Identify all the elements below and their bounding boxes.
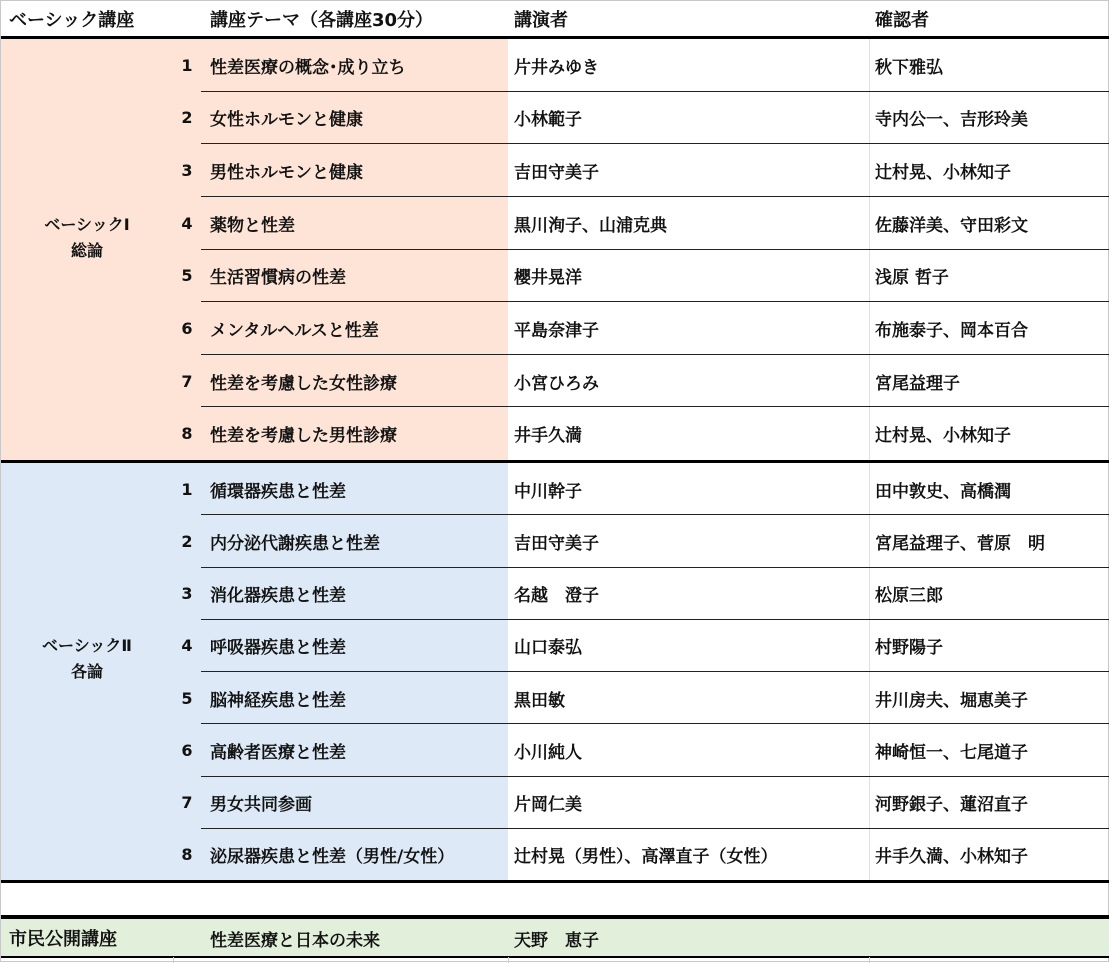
row-checker: 神崎恒一、七尾道子 [875, 742, 1028, 763]
row-theme: 女性ホルモンと健康 [210, 110, 363, 131]
table-row [1, 620, 1109, 672]
section-bottom-border [1, 880, 1109, 883]
row-speaker: 山口泰弘 [514, 638, 582, 659]
basic1-label-line2: 総論 [70, 241, 103, 260]
row-speaker: 櫻井晃洋 [514, 268, 582, 289]
row-theme: 内分泌代謝疾患と性差 [210, 533, 380, 554]
row-checker: 村野陽子 [875, 638, 943, 659]
table-row [1, 672, 1109, 724]
basic2-label-line1: ベーシックⅡ [42, 636, 132, 655]
row-theme: 呼吸器疾患と性差 [210, 638, 346, 659]
row-theme: 薬物と性差 [210, 215, 295, 236]
row-speaker: 小川純人 [514, 742, 582, 763]
row-number: 1 [181, 55, 193, 75]
table-row [1, 407, 1109, 460]
table-header [1, 1, 1109, 39]
header-speaker: 講演者 [514, 9, 568, 31]
table-row [1, 197, 1109, 250]
footer-bottom-border [1, 956, 1109, 958]
row-theme: 泌尿器疾患と性差（男性/女性） [210, 847, 455, 868]
basic2-section [1, 463, 1109, 881]
column-divider [508, 957, 509, 963]
row-theme: 高齢者医療と性差 [210, 742, 346, 763]
table-row [1, 829, 1109, 881]
basic1-label-line1: ベーシックⅠ [44, 215, 130, 234]
row-checker: 宮尾益理子、菅原 明 [875, 533, 1045, 554]
row-number: 2 [181, 531, 193, 551]
row-number: 2 [181, 108, 193, 128]
row-number: 5 [181, 266, 193, 286]
row-number: 4 [181, 636, 193, 656]
row-checker: 井川房夫、堀恵美子 [875, 690, 1028, 711]
table-row [1, 777, 1109, 829]
row-number: 8 [181, 845, 193, 865]
row-speaker: 中川幹子 [514, 481, 582, 502]
row-checker: 浅原 哲子 [875, 268, 949, 289]
row-speaker: 黒田敏 [514, 690, 565, 711]
table-row [1, 302, 1109, 355]
row-theme: 生活習慣病の性差 [210, 268, 346, 289]
row-theme: 性差医療の概念･成り立ち [210, 57, 406, 78]
row-number: 8 [181, 424, 193, 444]
table-row [1, 39, 1109, 92]
row-speaker: 吉田守美子 [514, 533, 599, 554]
row-checker: 寺内公一、吉形玲美 [875, 110, 1028, 131]
basic2-label-line2: 各論 [70, 662, 103, 681]
row-speaker: 小宮ひろみ [514, 373, 599, 394]
row-number: 7 [181, 371, 193, 391]
footer-speaker: 天野 恵子 [514, 930, 599, 951]
row-checker: 田中敦史、高橋潤 [875, 481, 1011, 502]
row-checker: 秋下雅弘 [875, 57, 943, 78]
row-theme: 性差を考慮した女性診療 [210, 373, 397, 394]
row-speaker: 井手久満 [514, 426, 582, 447]
row-speaker: 吉田守美子 [514, 163, 599, 184]
row-speaker: 小林範子 [514, 110, 582, 131]
table-row [1, 568, 1109, 620]
row-theme: 性差を考慮した男性診療 [210, 426, 397, 447]
row-number: 6 [181, 740, 193, 760]
header-course: ベーシック講座 [9, 9, 135, 31]
table-row [1, 250, 1109, 303]
row-theme: 男女共同参画 [210, 795, 312, 816]
row-number: 3 [181, 161, 193, 181]
column-divider [173, 957, 174, 963]
row-checker: 辻村晃、小林知子 [875, 426, 1011, 447]
table-row [1, 724, 1109, 776]
footer-theme: 性差医療と日本の未来 [210, 930, 380, 951]
row-speaker: 平島奈津子 [514, 320, 599, 341]
row-checker: 松原三郎 [875, 586, 943, 607]
row-checker: 河野銀子、蓮沼直子 [875, 795, 1028, 816]
row-speaker: 片岡仁美 [514, 795, 582, 816]
row-speaker: 片井みゆき [514, 57, 599, 78]
row-number: 3 [181, 584, 193, 604]
public-lecture-row [1, 919, 1109, 957]
row-checker: 宮尾益理子 [875, 373, 960, 394]
table-row [1, 92, 1109, 145]
row-number: 5 [181, 688, 193, 708]
row-theme: 消化器疾患と性差 [210, 586, 346, 607]
row-checker: 辻村晃、小林知子 [875, 163, 1011, 184]
table-row [1, 515, 1109, 567]
row-number: 7 [181, 793, 193, 813]
row-checker: 布施泰子、岡本百合 [875, 320, 1028, 341]
table-row [1, 144, 1109, 197]
header-checker: 確認者 [875, 9, 929, 31]
table-row [1, 355, 1109, 408]
row-checker: 佐藤洋美、守田彩文 [875, 215, 1028, 236]
row-theme: 男性ホルモンと健康 [210, 163, 363, 184]
table-row [1, 463, 1109, 515]
column-divider [869, 957, 870, 963]
row-speaker: 黒川洵子、山浦克典 [514, 215, 667, 236]
row-number: 4 [181, 213, 193, 233]
row-theme: メンタルヘルスと性差 [210, 320, 379, 341]
row-number: 1 [181, 479, 193, 499]
header-theme: 講座テーマ（各講座30分） [210, 9, 434, 31]
row-speaker: 名越 澄子 [514, 586, 599, 607]
row-checker: 井手久満、小林知子 [875, 847, 1028, 868]
row-theme: 循環器疾患と性差 [210, 481, 346, 502]
basic1-section [1, 39, 1109, 460]
footer-course: 市民公開講座 [9, 929, 117, 950]
row-number: 6 [181, 318, 193, 338]
row-theme: 脳神経疾患と性差 [210, 690, 346, 711]
row-speaker: 辻村晃（男性）、高澤直子（女性） [514, 847, 778, 868]
